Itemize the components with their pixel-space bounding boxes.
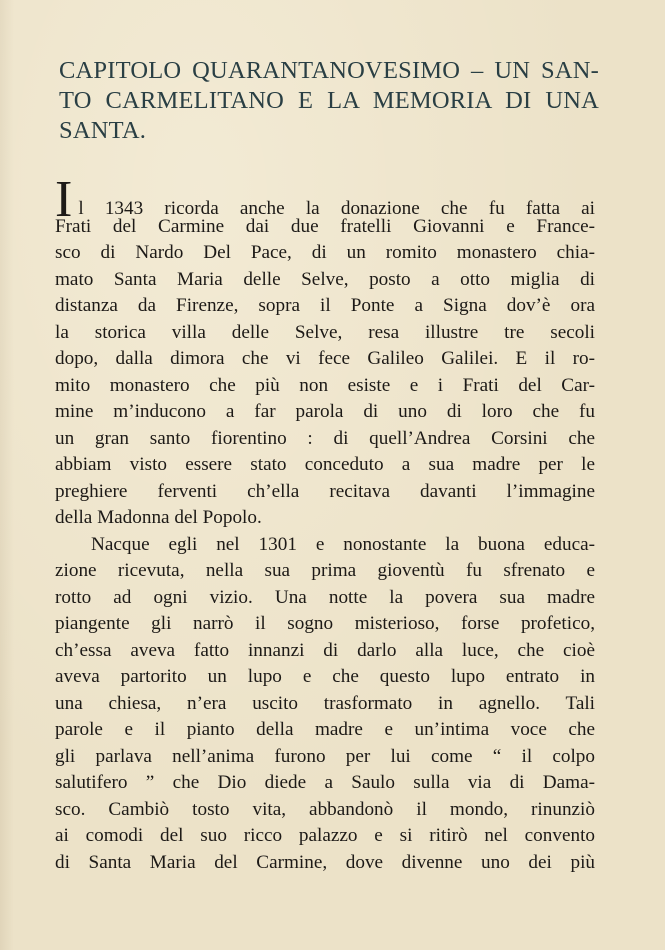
body-line: distanza da Firenze, sopra il Ponte a Signa dov’è ora bbox=[55, 295, 595, 316]
body-line: rotto ad ogni vizio. Una notte la povera sua madre bbox=[55, 586, 595, 608]
body-line: dopo, dalla dimora che vi fece Galileo Galilei. E il ro- bbox=[55, 348, 595, 369]
title-line-2: TO CARMELITANO E LA MEMORIA DI UNA bbox=[59, 87, 599, 114]
body-line: mito monastero che più non esiste e i Frati del Car- bbox=[55, 374, 595, 396]
body-line: mine m’inducono a far parola di uno di loro che fu bbox=[55, 401, 595, 422]
drop-cap: I bbox=[55, 171, 73, 228]
body-line: sco. Cambiò tosto vita, abbandonò il mondo, rinunziò bbox=[55, 798, 595, 820]
body-line: aveva partorito un lupo e che questo lupo entrato in bbox=[55, 666, 595, 687]
body-line: piangente gli narrò il sogno misterioso, forse profetico, bbox=[55, 613, 595, 634]
body-line: Frati del Carmine dai due fratelli Giovanni e France- bbox=[55, 215, 595, 237]
chapter-title bbox=[59, 56, 599, 146]
body-line: gli parlava nell’anima furono per lui come “ il colpo bbox=[55, 745, 595, 767]
title-line-1: CAPITOLO QUARANTANOVESIMO – UN SAN- bbox=[59, 57, 599, 84]
body-line: mato Santa Maria delle Selve, posto a otto miglia di bbox=[55, 268, 595, 290]
body-line: sco di Nardo Del Pace, di un romito monastero chia- bbox=[55, 242, 595, 263]
body-line: di Santa Maria del Carmine, dove divenne uno dei più bbox=[55, 851, 595, 873]
title-line-3: SANTA. bbox=[59, 117, 147, 144]
body-line: ch’essa aveva fatto innanzi di darlo alla luce, che cioè bbox=[55, 639, 595, 661]
chapter-body bbox=[55, 171, 595, 876]
body-line-text: l 1343 ricorda anche la donazione che fu fatta ai bbox=[78, 198, 595, 219]
body-line: parole e il pianto della madre e un’intima voce che bbox=[55, 719, 595, 740]
body-line: preghiere ferventi ch’ella recitava davanti l’immagine bbox=[55, 480, 595, 502]
body-line: salutifero ” che Dio diede a Saulo sulla via di Dama- bbox=[55, 772, 595, 793]
body-line: zione ricevuta, nella sua prima gioventù fu sfrenato e bbox=[55, 560, 595, 581]
body-line: un gran santo fiorentino : di quell’Andrea Corsini che bbox=[55, 427, 595, 449]
body-line: della Madonna del Popolo. bbox=[55, 507, 262, 528]
body-line: abbiam visto essere stato conceduto a sua madre per le bbox=[55, 454, 595, 475]
body-line: la storica villa delle Selve, resa illustre tre secoli bbox=[55, 321, 595, 343]
body-line: una chiesa, n’era uscito trasformato in agnello. Tali bbox=[55, 692, 595, 714]
body-line: ai comodi del suo ricco palazzo e si ritirò nel convento bbox=[55, 825, 595, 846]
body-line: Nacque egli nel 1301 e nonostante la buona educa- bbox=[91, 533, 595, 555]
